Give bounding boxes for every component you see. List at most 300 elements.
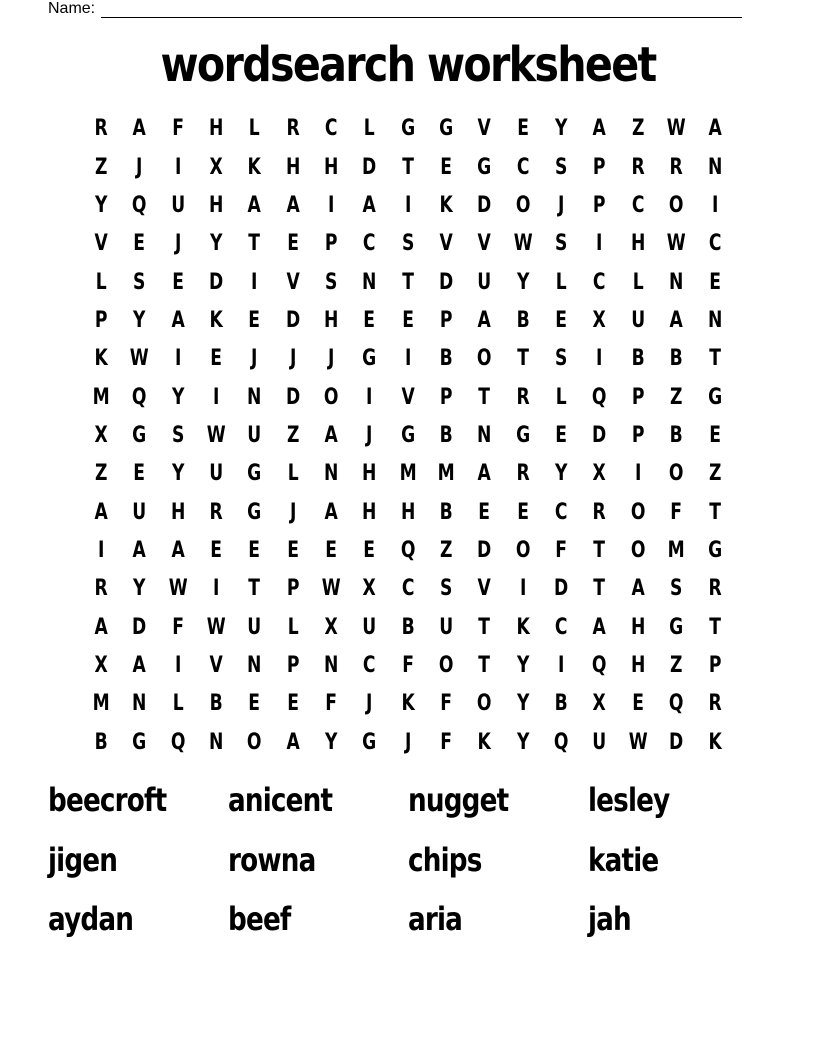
grid-letter: G — [132, 422, 147, 448]
grid-letter: K — [94, 346, 108, 372]
grid-letter: A — [94, 499, 108, 525]
grid-letter: Y — [516, 729, 530, 755]
grid-letter: P — [708, 652, 721, 678]
grid-letter: T — [478, 384, 491, 410]
grid-letter: L — [287, 614, 299, 640]
grid-letter: I — [519, 576, 527, 602]
grid-letter: H — [324, 307, 339, 333]
grid-letter: X — [94, 422, 108, 448]
grid-letter: K — [439, 192, 453, 218]
grid-letter: G — [400, 116, 415, 142]
grid-letter: S — [555, 154, 568, 180]
grid-letter: G — [707, 537, 722, 563]
grid-letter: S — [555, 346, 568, 372]
grid-letter: A — [708, 116, 722, 142]
grid-letter: V — [94, 231, 108, 257]
grid-letter: W — [206, 614, 226, 640]
grid-letter: Y — [555, 461, 568, 487]
grid-row — [82, 187, 734, 225]
grid-letter: W — [666, 231, 686, 257]
grid-letter: R — [631, 154, 645, 180]
grid-letter: T — [708, 614, 721, 640]
grid-letter: Y — [516, 269, 530, 295]
grid-letter: V — [439, 231, 453, 257]
grid-letter: I — [596, 346, 603, 372]
page-title: wordsearch worksheet — [160, 37, 656, 93]
grid-letter: W — [666, 116, 686, 142]
grid-letter: H — [324, 154, 339, 180]
grid-letter: S — [401, 231, 415, 257]
word-bank-item: anicent — [228, 781, 333, 819]
grid-letter: G — [362, 729, 377, 755]
grid-letter: H — [170, 499, 186, 525]
grid-letter: A — [592, 614, 607, 640]
grid-letter: Y — [325, 729, 338, 755]
grid-letter: Y — [133, 576, 146, 602]
grid-letter: M — [667, 537, 685, 563]
grid-letter: Z — [708, 461, 721, 487]
grid-letter: R — [516, 461, 530, 487]
grid-letter: M — [437, 461, 455, 487]
grid-letter: D — [285, 307, 301, 333]
grid-letter: A — [171, 537, 185, 563]
grid-letter: A — [286, 729, 300, 755]
word-bank-item: jigen — [48, 840, 118, 879]
word-bank — [48, 778, 768, 957]
grid-row — [82, 724, 734, 762]
grid-letter: E — [363, 307, 376, 333]
name-label: Name: — [48, 0, 96, 17]
grid-letter: X — [324, 614, 338, 640]
grid-letter: G — [477, 154, 492, 180]
grid-row — [82, 302, 734, 340]
grid-letter: E — [171, 269, 184, 295]
grid-letter: G — [669, 614, 684, 640]
grid-letter: R — [94, 116, 108, 142]
grid-letter: Z — [631, 116, 645, 142]
grid-letter: P — [593, 192, 606, 218]
grid-letter: R — [669, 154, 683, 180]
grid-letter: H — [209, 192, 224, 218]
grid-letter: E — [133, 461, 146, 487]
grid-letter: W — [628, 729, 648, 755]
grid-letter: O — [323, 384, 339, 410]
grid-letter: O — [515, 537, 531, 563]
grid-letter: G — [247, 461, 262, 487]
grid-letter: Q — [400, 537, 416, 563]
grid-letter: E — [632, 691, 644, 717]
grid-letter: P — [324, 231, 338, 257]
grid-row — [82, 570, 734, 608]
grid-letter: B — [669, 346, 683, 372]
grid-letter: U — [170, 192, 185, 218]
grid-letter: W — [513, 231, 533, 257]
grid-letter: C — [363, 652, 376, 678]
grid-letter: P — [439, 307, 453, 333]
grid-letter: B — [94, 729, 108, 755]
grid-letter: Q — [132, 192, 147, 218]
grid-letter: I — [596, 231, 603, 257]
grid-letter: L — [249, 116, 261, 142]
grid-letter: C — [401, 576, 415, 602]
grid-letter: I — [558, 652, 565, 678]
grid-letter: T — [593, 537, 606, 563]
grid-letter: E — [248, 307, 261, 333]
grid-letter: E — [325, 537, 338, 563]
grid-letter: X — [593, 691, 607, 717]
word-bank-item: lesley — [588, 781, 670, 819]
grid-letter: A — [286, 192, 300, 218]
grid-letter: H — [285, 154, 301, 180]
grid-letter: P — [94, 307, 108, 333]
word-bank-item: chips — [408, 840, 482, 879]
grid-letter: Q — [170, 729, 186, 755]
grid-letter: J — [136, 154, 143, 180]
grid-letter: B — [669, 422, 683, 448]
word-bank-item: jah — [588, 900, 631, 938]
grid-letter: R — [708, 576, 722, 602]
grid-letter: D — [362, 154, 377, 180]
grid-letter: A — [171, 307, 185, 333]
grid-letter: O — [669, 461, 684, 487]
grid-letter: Y — [209, 231, 223, 257]
grid-letter: V — [209, 652, 223, 678]
grid-letter: I — [711, 192, 718, 218]
grid-letter: V — [477, 576, 492, 602]
grid-letter: U — [247, 614, 262, 640]
grid-letter: H — [630, 652, 646, 678]
grid-letter: H — [630, 614, 646, 640]
grid-letter: A — [669, 307, 683, 333]
grid-letter: F — [402, 652, 414, 678]
word-bank-item: rowna — [228, 840, 316, 879]
grid-letter: U — [592, 729, 607, 755]
grid-letter: N — [362, 269, 377, 295]
grid-letter: I — [213, 576, 220, 602]
grid-letter: Q — [553, 729, 569, 755]
grid-letter: E — [555, 307, 568, 333]
grid-letter: K — [477, 729, 492, 755]
grid-letter: B — [516, 307, 530, 333]
grid-letter: A — [592, 116, 607, 142]
grid-letter: V — [401, 384, 415, 410]
grid-letter: G — [132, 729, 147, 755]
grid-letter: Q — [592, 384, 607, 410]
grid-letter: B — [401, 614, 415, 640]
grid-letter: M — [92, 384, 110, 410]
grid-letter: P — [593, 154, 606, 180]
grid-letter: U — [477, 269, 492, 295]
grid-letter: K — [516, 614, 530, 640]
grid-letter: C — [554, 499, 568, 525]
grid-letter: F — [171, 116, 184, 142]
grid-letter: H — [362, 499, 377, 525]
name-underline — [101, 3, 742, 18]
grid-letter: E — [440, 154, 453, 180]
word-bank-item: beef — [228, 900, 291, 938]
grid-letter: S — [670, 576, 683, 602]
grid-letter: Z — [286, 422, 300, 448]
grid-letter: J — [289, 346, 297, 372]
grid-letter: H — [400, 499, 416, 525]
grid-letter: D — [669, 729, 684, 755]
grid-letter: U — [247, 422, 262, 448]
grid-letter: C — [554, 614, 568, 640]
grid-row — [82, 263, 734, 301]
grid-letter: L — [632, 269, 644, 295]
grid-letter: Y — [171, 384, 185, 410]
grid-letter: D — [285, 384, 301, 410]
grid-letter: Y — [516, 691, 530, 717]
grid-letter: J — [174, 231, 182, 257]
grid-letter: Q — [132, 384, 147, 410]
grid-letter: S — [555, 231, 568, 257]
grid-letter: Q — [669, 691, 684, 717]
grid-letter: I — [328, 192, 335, 218]
grid-letter: I — [251, 269, 258, 295]
grid-letter: U — [132, 499, 147, 525]
grid-letter: S — [325, 269, 338, 295]
grid-letter: C — [324, 116, 338, 142]
grid-letter: U — [209, 461, 224, 487]
grid-letter: F — [440, 691, 453, 717]
grid-letter: U — [439, 614, 454, 640]
grid-letter: R — [593, 499, 607, 525]
grid-letter: P — [631, 422, 645, 448]
grid-letter: Y — [171, 461, 185, 487]
grid-letter: E — [287, 537, 299, 563]
grid-letter: Z — [94, 154, 108, 180]
grid-row — [82, 340, 734, 378]
grid-letter: R — [209, 499, 223, 525]
grid-letter: D — [592, 422, 607, 448]
grid-letter: N — [247, 384, 262, 410]
grid-letter: P — [286, 576, 300, 602]
grid-letter: A — [94, 614, 108, 640]
grid-letter: D — [209, 269, 224, 295]
word-bank-item: katie — [588, 840, 659, 879]
grid-letter: E — [248, 691, 261, 717]
grid-letter: T — [708, 346, 721, 372]
grid-letter: G — [362, 346, 377, 372]
grid-letter: T — [402, 269, 414, 295]
grid-letter: Y — [133, 307, 146, 333]
grid-row — [82, 455, 734, 493]
grid-letter: T — [402, 154, 414, 180]
grid-letter: I — [174, 346, 182, 372]
grid-letter: G — [247, 499, 262, 525]
grid-letter: H — [362, 461, 377, 487]
grid-letter: E — [287, 231, 299, 257]
grid-letter: X — [593, 461, 607, 487]
grid-letter: A — [362, 192, 377, 218]
grid-letter: V — [477, 116, 492, 142]
grid-letter: O — [669, 192, 684, 218]
grid-letter: L — [287, 461, 299, 487]
grid-letter: C — [631, 192, 645, 218]
grid-letter: G — [515, 422, 530, 448]
grid-letter: J — [558, 192, 565, 218]
grid-letter: O — [630, 537, 646, 563]
grid-letter: T — [708, 499, 721, 525]
grid-letter: D — [439, 269, 454, 295]
grid-letter: U — [631, 307, 645, 333]
word-bank-item: aydan — [48, 900, 134, 938]
grid-letter: Z — [670, 384, 683, 410]
grid-letter: T — [593, 576, 606, 602]
grid-row — [82, 417, 734, 455]
grid-letter: K — [209, 307, 223, 333]
grid-letter: T — [248, 576, 261, 602]
grid-letter: W — [168, 576, 188, 602]
grid-letter: J — [366, 691, 373, 717]
grid-letter: E — [708, 269, 721, 295]
grid-row — [82, 148, 734, 186]
grid-letter: Z — [440, 537, 453, 563]
grid-letter: W — [206, 422, 226, 448]
grid-letter: A — [132, 537, 147, 563]
grid-letter: I — [174, 154, 182, 180]
grid-letter: A — [324, 499, 338, 525]
grid-row — [82, 110, 734, 148]
grid-letter: E — [210, 537, 223, 563]
grid-letter: E — [133, 231, 146, 257]
grid-letter: B — [554, 691, 568, 717]
grid-letter: P — [631, 384, 645, 410]
grid-letter: C — [593, 269, 606, 295]
grid-letter: Z — [670, 652, 683, 678]
grid-letter: N — [477, 422, 492, 448]
grid-letter: P — [286, 652, 300, 678]
grid-row — [82, 378, 734, 416]
grid-letter: I — [634, 461, 642, 487]
grid-letter: M — [92, 691, 110, 717]
grid-letter: S — [440, 576, 453, 602]
grid-letter: G — [707, 384, 722, 410]
grid-row — [82, 647, 734, 685]
grid-letter: N — [324, 652, 339, 678]
grid-letter: S — [133, 269, 146, 295]
grid-letter: E — [287, 691, 299, 717]
grid-letter: E — [248, 537, 261, 563]
grid-letter: P — [439, 384, 453, 410]
grid-letter: E — [363, 537, 376, 563]
grid-letter: L — [555, 384, 567, 410]
grid-letter: L — [172, 691, 184, 717]
grid-letter: Q — [592, 652, 607, 678]
grid-row — [82, 685, 734, 723]
grid-letter: X — [593, 307, 607, 333]
grid-letter: N — [132, 691, 147, 717]
grid-letter: I — [366, 384, 373, 410]
grid-letter: O — [438, 652, 454, 678]
grid-letter: W — [321, 576, 341, 602]
grid-letter: J — [404, 729, 412, 755]
grid-letter: K — [708, 729, 722, 755]
grid-letter: N — [707, 154, 722, 180]
grid-letter: N — [324, 461, 339, 487]
grid-letter: W — [130, 346, 149, 372]
grid-letter: G — [400, 422, 415, 448]
grid-letter: Z — [94, 461, 108, 487]
grid-letter: H — [209, 116, 224, 142]
grid-letter: X — [362, 576, 377, 602]
grid-letter: O — [515, 192, 531, 218]
grid-row — [82, 225, 734, 263]
grid-letter: S — [171, 422, 185, 448]
word-bank-item: aria — [408, 900, 463, 938]
grid-letter: A — [324, 422, 338, 448]
grid-row — [82, 608, 734, 646]
grid-letter: F — [555, 537, 568, 563]
grid-letter: N — [669, 269, 684, 295]
grid-letter: A — [247, 192, 262, 218]
grid-letter: D — [132, 614, 147, 640]
grid-letter: O — [630, 499, 646, 525]
grid-letter: J — [251, 346, 258, 372]
letter-grid — [82, 110, 734, 762]
grid-letter: D — [477, 537, 492, 563]
grid-letter: E — [555, 422, 568, 448]
grid-letter: O — [477, 346, 492, 372]
grid-letter: A — [132, 652, 147, 678]
grid-letter: Y — [555, 116, 568, 142]
grid-letter: L — [364, 116, 376, 142]
word-bank-item: beecroft — [48, 781, 167, 819]
grid-row — [82, 532, 734, 570]
grid-letter: G — [439, 116, 454, 142]
grid-letter: I — [174, 652, 182, 678]
grid-letter: X — [209, 154, 223, 180]
grid-letter: A — [132, 116, 147, 142]
grid-letter: N — [209, 729, 224, 755]
grid-letter: I — [404, 346, 412, 372]
grid-letter: C — [363, 231, 376, 257]
grid-letter: Y — [94, 192, 108, 218]
grid-letter: N — [247, 652, 262, 678]
grid-letter: I — [97, 537, 105, 563]
grid-letter: E — [478, 499, 491, 525]
grid-letter: F — [325, 691, 338, 717]
grid-letter: B — [439, 422, 453, 448]
word-bank-item: nugget — [408, 781, 509, 819]
grid-letter: A — [477, 307, 492, 333]
grid-letter: R — [94, 576, 108, 602]
grid-letter: N — [707, 307, 722, 333]
grid-letter: O — [247, 729, 262, 755]
grid-letter: B — [209, 691, 223, 717]
grid-letter: T — [248, 231, 261, 257]
grid-letter: I — [213, 384, 220, 410]
grid-letter: T — [478, 614, 491, 640]
grid-letter: D — [554, 576, 569, 602]
grid-letter: K — [247, 154, 262, 180]
grid-letter: L — [555, 269, 567, 295]
grid-letter: O — [477, 691, 492, 717]
grid-letter: H — [630, 231, 646, 257]
grid-letter: E — [517, 116, 529, 142]
grid-letter: E — [517, 499, 529, 525]
grid-row — [82, 493, 734, 531]
grid-letter: A — [631, 576, 645, 602]
grid-letter: D — [477, 192, 492, 218]
grid-letter: B — [439, 499, 453, 525]
name-field[interactable] — [48, 0, 742, 18]
grid-letter: A — [477, 461, 492, 487]
grid-letter: E — [402, 307, 414, 333]
grid-letter: B — [439, 346, 453, 372]
grid-letter: R — [708, 691, 722, 717]
